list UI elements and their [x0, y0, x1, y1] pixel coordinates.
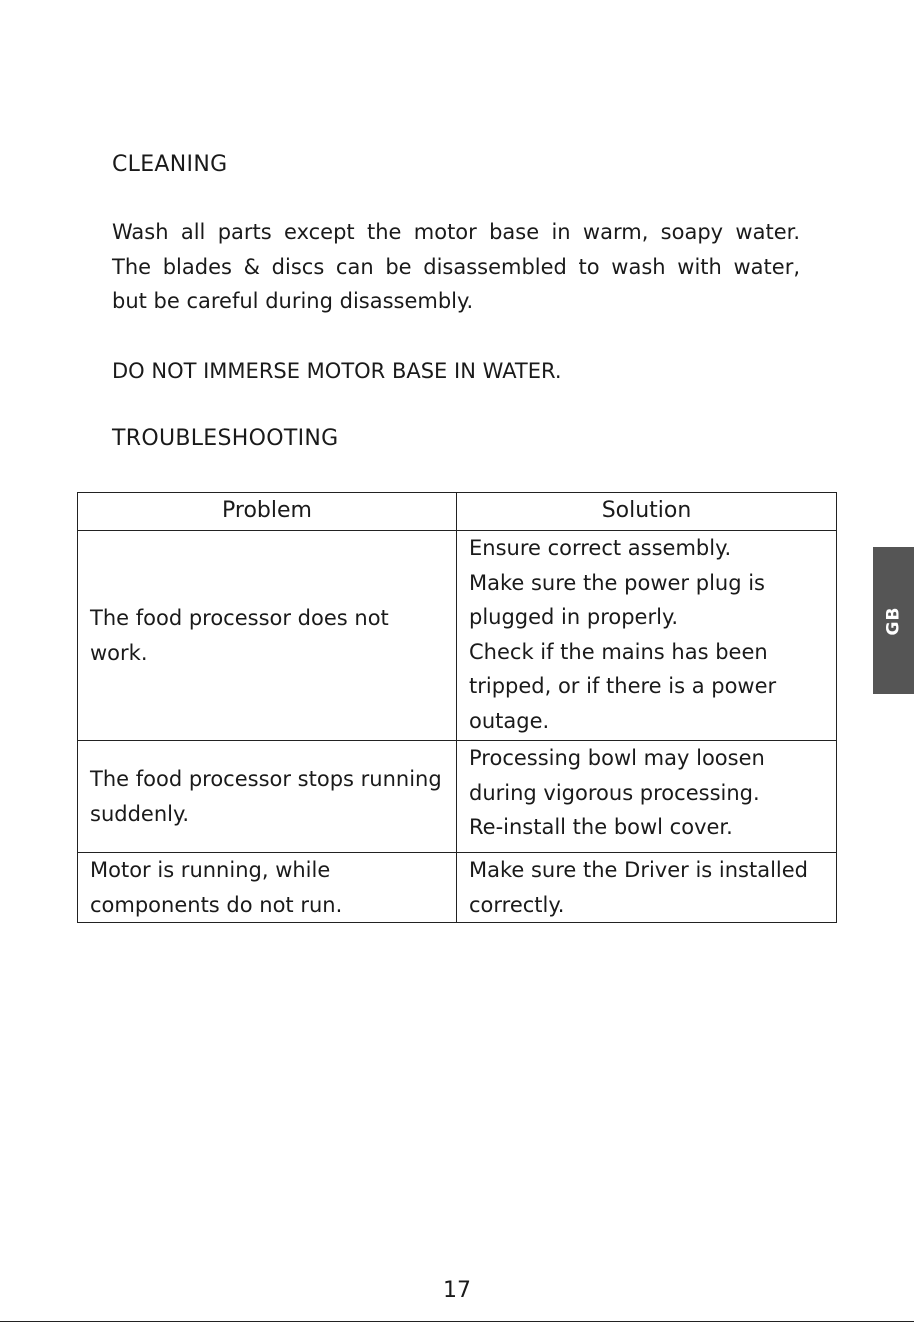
solution-cell [457, 531, 837, 741]
solution-text: Processing bowl may loosen during vigorous processing. Re-install the bowl cover. [469, 746, 765, 839]
table-row [78, 741, 837, 853]
problem-text: Motor is running, while components do not run. [90, 858, 343, 917]
cleaning-line: Wash all parts except the motor base in warm, soapy water. [112, 220, 800, 244]
table-row [78, 853, 837, 923]
page-divider [0, 1321, 914, 1322]
problem-text: The food processor stops running suddenly. [90, 767, 442, 826]
column-header-solution: Solution [457, 493, 837, 531]
page-number: 17 [443, 1278, 471, 1303]
table-row [78, 531, 837, 741]
cleaning-line: The blades & discs can be disassembled to wash with water, [112, 254, 800, 279]
cleaning-paragraph [112, 215, 800, 319]
language-tab-label: GB [883, 606, 904, 635]
problem-cell [78, 531, 457, 741]
column-header-problem: Problem [78, 493, 457, 531]
troubleshooting-heading: TROUBLESHOOTING [112, 426, 339, 451]
immersion-warning: DO NOT IMMERSE MOTOR BASE IN WATER. [112, 359, 562, 383]
cleaning-heading: CLEANING [112, 152, 228, 177]
problem-text: The food processor does not work. [90, 606, 389, 665]
table-header-row [78, 493, 837, 531]
solution-cell [457, 853, 837, 923]
problem-cell [78, 853, 457, 923]
solution-cell [457, 741, 837, 853]
solution-text: Make sure the Driver is installed correctly. [469, 858, 809, 917]
language-tab [873, 547, 914, 694]
solution-text: Ensure correct assembly. Make sure the power plug is plugged in properly. Check if the mains has been tripped, or if there is a power outage. [469, 536, 777, 733]
troubleshooting-table [77, 492, 837, 923]
cleaning-line: but be careful during disassembly. [112, 289, 474, 313]
problem-cell [78, 741, 457, 853]
